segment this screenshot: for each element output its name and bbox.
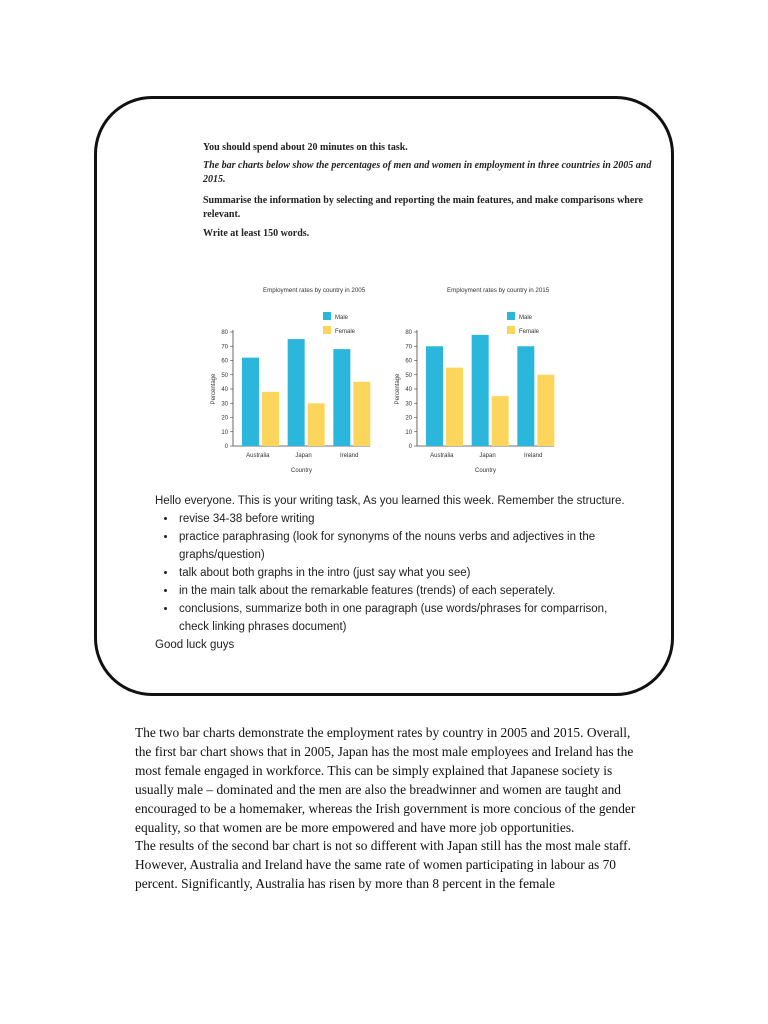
bar-male: [426, 346, 443, 446]
task-instruction-summarise: Summarise the information by selecting and reporting the main features, and make comparisons where relevant.: [203, 195, 643, 220]
notes-item: • in the main talk about the remarkable features (trends) of each seperately.: [177, 582, 635, 600]
notes-closing: Good luck guys: [155, 639, 235, 651]
notes-item: • revise 34-38 before writing: [177, 510, 635, 528]
bar-male: [242, 358, 259, 446]
legend-label: Female: [335, 329, 356, 335]
y-tick-label: 70: [405, 344, 412, 351]
bar-male: [472, 335, 489, 446]
x-axis-label: Country: [474, 468, 497, 474]
chart-title: Employment rates by country in 2005: [263, 287, 366, 294]
y-tick-label: 80: [221, 330, 228, 336]
legend-swatch: [323, 326, 331, 334]
task-prompt: The bar charts below show the percentages of men and women in employment in three countries in 2005 and 2015.: [203, 160, 652, 185]
bar-female: [353, 382, 370, 446]
y-tick-label: 30: [221, 401, 228, 408]
legend-swatch: [507, 326, 515, 334]
y-tick-label: 0: [408, 444, 412, 450]
y-tick-label: 20: [221, 415, 228, 422]
y-tick-label: 10: [221, 429, 228, 436]
y-axis-label: Percentage: [395, 373, 401, 405]
notes-item: • talk about both graphs in the intro (just say what you see): [177, 564, 635, 582]
x-tick-label: Ireland: [523, 453, 543, 459]
bar-female: [537, 375, 554, 446]
y-tick-label: 50: [221, 372, 228, 379]
x-axis-label: Country: [290, 468, 313, 474]
y-tick-label: 60: [221, 358, 228, 365]
task-word-count: Write at least 150 words.: [203, 228, 310, 239]
x-tick-label: Australia: [430, 453, 454, 459]
essay-paragraph: The two bar charts demonstrate the employment rates by country in 2005 and 2015. Overall, the first bar chart shows that in 2005, Japan has the most male employees and Ireland has the most female engaged in workforce. This can be simply explained that Japanese society is usually male – dominated and the men are also the breadwinner and women are taught and encouraged to be a homemaker, whereas the Irish government is more concious of the gender equality, so that women are be more empowered and have more job opportunities.: [135, 725, 636, 835]
y-tick-label: 40: [221, 387, 228, 393]
task-card: [94, 96, 674, 696]
legend-label: Male: [519, 315, 533, 321]
bar-female: [446, 368, 463, 446]
chart-svg: [389, 279, 559, 479]
essay: [135, 724, 645, 894]
task-instruction-time: You should spend about 20 minutes on this task.: [203, 142, 408, 153]
y-tick-label: 60: [405, 358, 412, 365]
notes-list: [155, 510, 635, 636]
x-tick-label: Japan: [479, 453, 496, 459]
y-axis-label: Percentage: [211, 373, 217, 405]
legend-label: Male: [335, 315, 349, 321]
notes-intro: Hello everyone. This is your writing task, As you learned this week. Remember the structure.: [155, 495, 625, 507]
essay-paragraph: The results of the second bar chart is not so different with Japan still has the most male staff. However, Australia and Ireland have the same rate of women participating in labour as 70 percent. Significantly, Australia has risen by more than 8 percent in the female: [135, 838, 631, 892]
bar-male: [517, 346, 534, 446]
y-tick-label: 50: [405, 372, 412, 379]
bar-female: [308, 403, 325, 446]
bar-chart-2005: [205, 279, 375, 479]
chart-svg: [205, 279, 375, 479]
y-tick-label: 40: [405, 387, 412, 393]
bar-male: [333, 349, 350, 446]
bar-female: [492, 396, 509, 446]
bar-female: [262, 392, 279, 446]
x-tick-label: Japan: [295, 453, 312, 459]
teacher-notes: [155, 492, 635, 654]
notes-item: • practice paraphrasing (look for synonyms of the nouns verbs and adjectives in the graphs/question): [177, 528, 635, 564]
chart-title: Employment rates by country in 2015: [447, 287, 550, 294]
y-tick-label: 20: [405, 415, 412, 422]
y-tick-label: 30: [405, 401, 412, 408]
x-tick-label: Ireland: [339, 453, 359, 459]
bar-chart-2015: [389, 279, 559, 479]
x-tick-label: Australia: [246, 453, 270, 459]
y-tick-label: 70: [221, 344, 228, 351]
bar-male: [288, 339, 305, 446]
notes-item: • conclusions, summarize both in one paragraph (use words/phrases for comparrison, check linking phrases document): [177, 600, 635, 636]
legend-swatch: [507, 312, 515, 320]
legend-label: Female: [519, 329, 540, 335]
legend-swatch: [323, 312, 331, 320]
y-tick-label: 80: [405, 330, 412, 336]
y-tick-label: 0: [224, 444, 228, 450]
y-tick-label: 10: [405, 429, 412, 436]
